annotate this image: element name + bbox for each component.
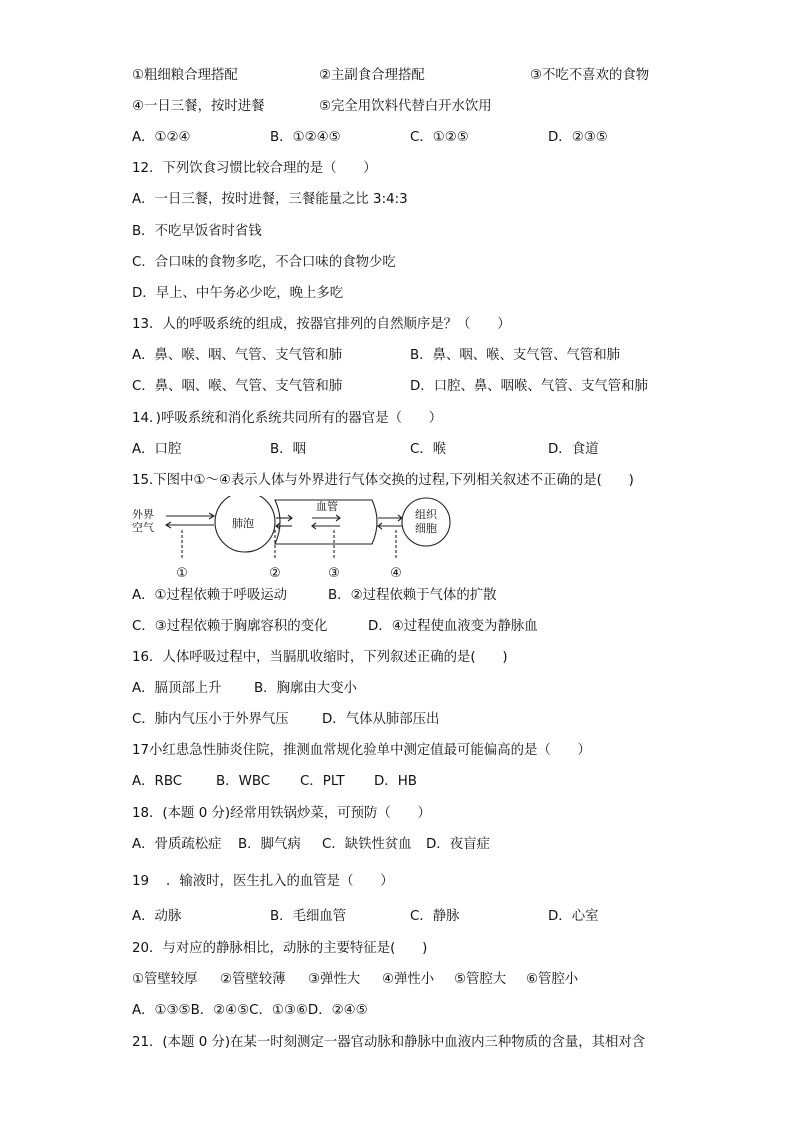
q13-option-a: A．鼻、喉、咽、气管、支气管和肺: [132, 348, 343, 363]
q16-option-c: C．肺内气压小于外界气压: [132, 712, 289, 727]
q13-option-b: B．鼻、咽、喉、支气管、气管和肺: [410, 348, 621, 363]
q15-option-b: B．②过程依赖于气体的扩散: [328, 588, 497, 603]
q16-option-b: B．胸廓由大变小: [254, 681, 357, 696]
q20-stem: 20．与对应的静脉相比，动脉的主要特征是( ): [132, 941, 428, 956]
q19-stem: ．输液时，医生扎入的血管是（ ）: [166, 874, 394, 889]
q18-option-b: B．脚气病: [238, 837, 301, 852]
q16-option-a: A．膈顶部上升: [132, 681, 222, 696]
q11-item-5: ⑤完全用饮料代替白开水饮用: [319, 99, 492, 114]
label-outside-air-1: 外界: [132, 508, 154, 521]
q17-option-a: A．RBC: [132, 774, 183, 789]
label-alveolus: 肺泡: [232, 517, 254, 530]
mark-4: ④: [390, 566, 402, 581]
q16-option-d: D．气体从肺部压出: [322, 712, 440, 727]
q11-item-3: ③不吃不喜欢的食物: [530, 68, 650, 83]
q19-option-a: A．动脉: [132, 909, 182, 924]
q19-option-d: D．心室: [548, 909, 599, 924]
q15-option-d: D．④过程使血液变为静脉血: [368, 619, 538, 634]
q17-option-d: D．HB: [374, 774, 417, 789]
q14-option-b: B．咽: [270, 442, 306, 457]
q20-item-4: ④弹性小: [382, 972, 435, 987]
q11-option-a: A．①②④: [132, 130, 191, 145]
q21-stem: 21．(本题 0 分)在某一时刻测定一器官动脉和静脉中血液内三种物质的含量，其相对含: [132, 1035, 646, 1050]
label-vessel: 血管: [316, 500, 338, 513]
q18-option-c: C．缺铁性贫血: [322, 837, 412, 852]
q13-option-c: C．鼻、咽、喉、气管、支气管和肺: [132, 379, 343, 394]
q20-options: A．①③⑤B．②④⑤C．①③⑥D．②④⑤: [132, 1003, 368, 1018]
q20-item-3: ③弹性大: [308, 972, 361, 987]
q20-item-1: ①管壁较厚: [132, 972, 198, 987]
label-cell-1: 组织: [415, 508, 437, 521]
q12-option-a: A．一日三餐，按时进餐，三餐能量之比 3:4:3: [132, 192, 408, 207]
q12-option-c: C．合口味的食物多吃，不合口味的食物少吃: [132, 255, 396, 270]
q12-option-b: B．不吃早饭省时省钱: [132, 224, 262, 239]
mark-1: ①: [176, 566, 188, 581]
q15-option-c: C．③过程依赖于胸廓容积的变化: [132, 619, 328, 634]
q12-option-d: D．早上、中午务必少吃，晚上多吃: [132, 286, 344, 301]
q19-number: 19: [132, 874, 150, 889]
q11-option-d: D．②③⑤: [548, 130, 608, 145]
q16-stem: 16．人体呼吸过程中，当膈肌收缩时，下列叙述正确的是( ): [132, 650, 508, 665]
label-outside-air-2: 空气: [132, 521, 154, 534]
q18-option-a: A．骨质疏松症: [132, 837, 222, 852]
q12-stem: 12．下列饮食习惯比较合理的是（ ）: [132, 161, 377, 176]
q17-option-b: B．WBC: [216, 774, 271, 789]
label-cell-2: 细胞: [415, 522, 437, 535]
q14-option-d: D．食道: [548, 442, 599, 457]
mark-2: ②: [269, 566, 281, 581]
mark-3: ③: [328, 566, 340, 581]
q20-item-6: ⑥管腔小: [526, 972, 579, 987]
q11-option-c: C．①②⑤: [410, 130, 469, 145]
q20-item-2: ②管壁较薄: [220, 972, 286, 987]
q17-option-c: C．PLT: [300, 774, 345, 789]
q11-item-4: ④一日三餐，按时进餐: [132, 99, 265, 114]
q18-option-d: D．夜盲症: [426, 837, 490, 852]
q11-item-2: ②主副食合理搭配: [319, 68, 425, 83]
q19-option-b: B．毛细血管: [270, 909, 347, 924]
q15-stem: 15.下图中①～④表示人体与外界进行气体交换的过程,下列相关叙述不正确的是( ): [132, 473, 634, 488]
q11-option-b: B．①②④⑤: [270, 130, 341, 145]
q13-stem: 13．人的呼吸系统的组成，按器官排列的自然顺序是？（ ）: [132, 317, 511, 332]
q17-stem: 17小红患急性肺炎住院，推测血常规化验单中测定值最可能偏高的是（ ）: [132, 743, 591, 758]
q14-stem: 14．)呼吸系统和消化系统共同所有的器官是（ ）: [132, 411, 443, 426]
q19-option-c: C．静脉: [410, 909, 460, 924]
q20-item-5: ⑤管腔大: [454, 972, 507, 987]
q15-option-a: A．①过程依赖于呼吸运动: [132, 588, 288, 603]
gas-exchange-diagram: [130, 496, 470, 584]
q13-option-d: D．口腔、鼻、咽喉、气管、支气管和肺: [410, 379, 648, 394]
q14-option-a: A．口腔: [132, 442, 182, 457]
q14-option-c: C．喉: [410, 442, 447, 457]
q11-item-1: ①粗细粮合理搭配: [132, 68, 238, 83]
q18-stem: 18．(本题 0 分)经常用铁锅炒菜，可预防（ ）: [132, 806, 431, 821]
